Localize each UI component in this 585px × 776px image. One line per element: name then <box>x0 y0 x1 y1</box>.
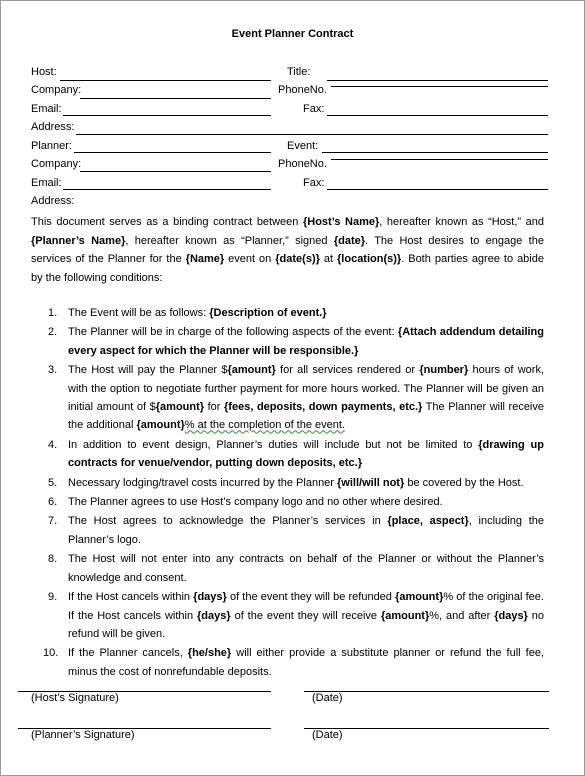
company-field[interactable] <box>80 98 271 99</box>
list-item: 7. The Host agrees to acknowledge the Planner’s services in {place, aspect}, including the Planner’s logo. <box>48 515 544 546</box>
list-item: 8. The Host will not enter into any contracts on behalf of the Planner or without the Planner’s knowledge and consent. <box>48 553 544 584</box>
planner-email-label: Email: <box>31 177 62 189</box>
fax-field[interactable] <box>327 115 548 116</box>
planner-fax-label: Fax: <box>303 177 325 189</box>
host-date-label: (Date) <box>312 692 343 704</box>
list-item: 3. The Host will pay the Planner ${amount} for all services rendered or {number} hours of work, with the option to negotiate further payment for more hours worked. The Planner will be given an initial amount of ${amount} for {fees, deposits, down payments, etc.} The Planner will receive the additional {amount}% at the completion of the event. <box>48 364 545 432</box>
conditions-list <box>31 304 544 681</box>
host-label: Host: <box>31 66 57 78</box>
phone-label: PhoneNo. <box>278 84 327 96</box>
fax-label: Fax: <box>303 103 325 115</box>
phone-field[interactable] <box>331 86 548 87</box>
planner-signature-label: (Planner’s Signature) <box>31 729 135 741</box>
planner-date-label: (Date) <box>312 729 343 741</box>
planner-company-field[interactable] <box>80 171 271 172</box>
list-item: 9. If the Host cancels within {days} of the event they will be refunded {amount}% of the original fee. If the Host cancels within {days} of the event they will receive {amount}%, and after {days} no refund will be given. <box>48 591 544 640</box>
list-item: 2. The Planner will be in charge of the following aspects of the event: {Attach addendum detailing every aspect for which the Planner will be responsible.} <box>48 326 544 357</box>
email-label: Email: <box>31 103 62 115</box>
list-item: 1. The Event will be as follows: {Description of event.} <box>48 307 327 319</box>
document-title: Event Planner Contract <box>231 28 354 40</box>
event-field[interactable] <box>322 152 548 153</box>
company-label: Company: <box>31 84 82 96</box>
planner-address-label: Address: <box>31 195 75 207</box>
email-field[interactable] <box>63 115 271 116</box>
planner-fax-field[interactable] <box>327 189 548 190</box>
list-item: 4. In addition to event design, Planner’s duties will include but not be limited to {drawing up contracts for venue/vendor, putting down deposits, etc.} <box>48 438 544 470</box>
address-label: Address: <box>31 121 75 133</box>
list-item: 5. Necessary lodging/travel costs incurred by the Planner {will/will not} be covered by the Host. <box>48 476 524 489</box>
address-field[interactable] <box>76 134 548 135</box>
planner-company-label: Company: <box>31 158 82 170</box>
intro-paragraph: This document serves as a binding contract between {Host’s Name}, hereafter known as “Host,” and {Planner’s Name}, hereafter known as “Planner,” signed {date}. The Host desires to engage the services of the Planner for the {Name} event on {date(s)} at {location(s)}. Both parties agree to abide by the following conditions: <box>31 216 544 284</box>
host-signature-label: (Host’s Signature) <box>31 692 119 704</box>
host-field[interactable] <box>60 80 271 81</box>
planner-email-field[interactable] <box>63 189 271 190</box>
event-label: Event: <box>287 140 319 152</box>
planner-phone-label: PhoneNo. <box>278 158 327 170</box>
title-field[interactable] <box>327 80 548 81</box>
planner-label: Planner: <box>31 140 72 152</box>
planner-phone-field[interactable] <box>331 159 548 160</box>
list-item: 10. If the Planner cancels, {he/she} will either provide a substitute planner or refund the full fee, minus the cost of nonrefundable deposits. <box>43 647 544 678</box>
planner-field[interactable] <box>74 152 271 153</box>
list-item: 6. The Planner agrees to use Host’s company logo and no other where desired. <box>48 496 443 509</box>
title-label: Title: <box>287 66 311 78</box>
